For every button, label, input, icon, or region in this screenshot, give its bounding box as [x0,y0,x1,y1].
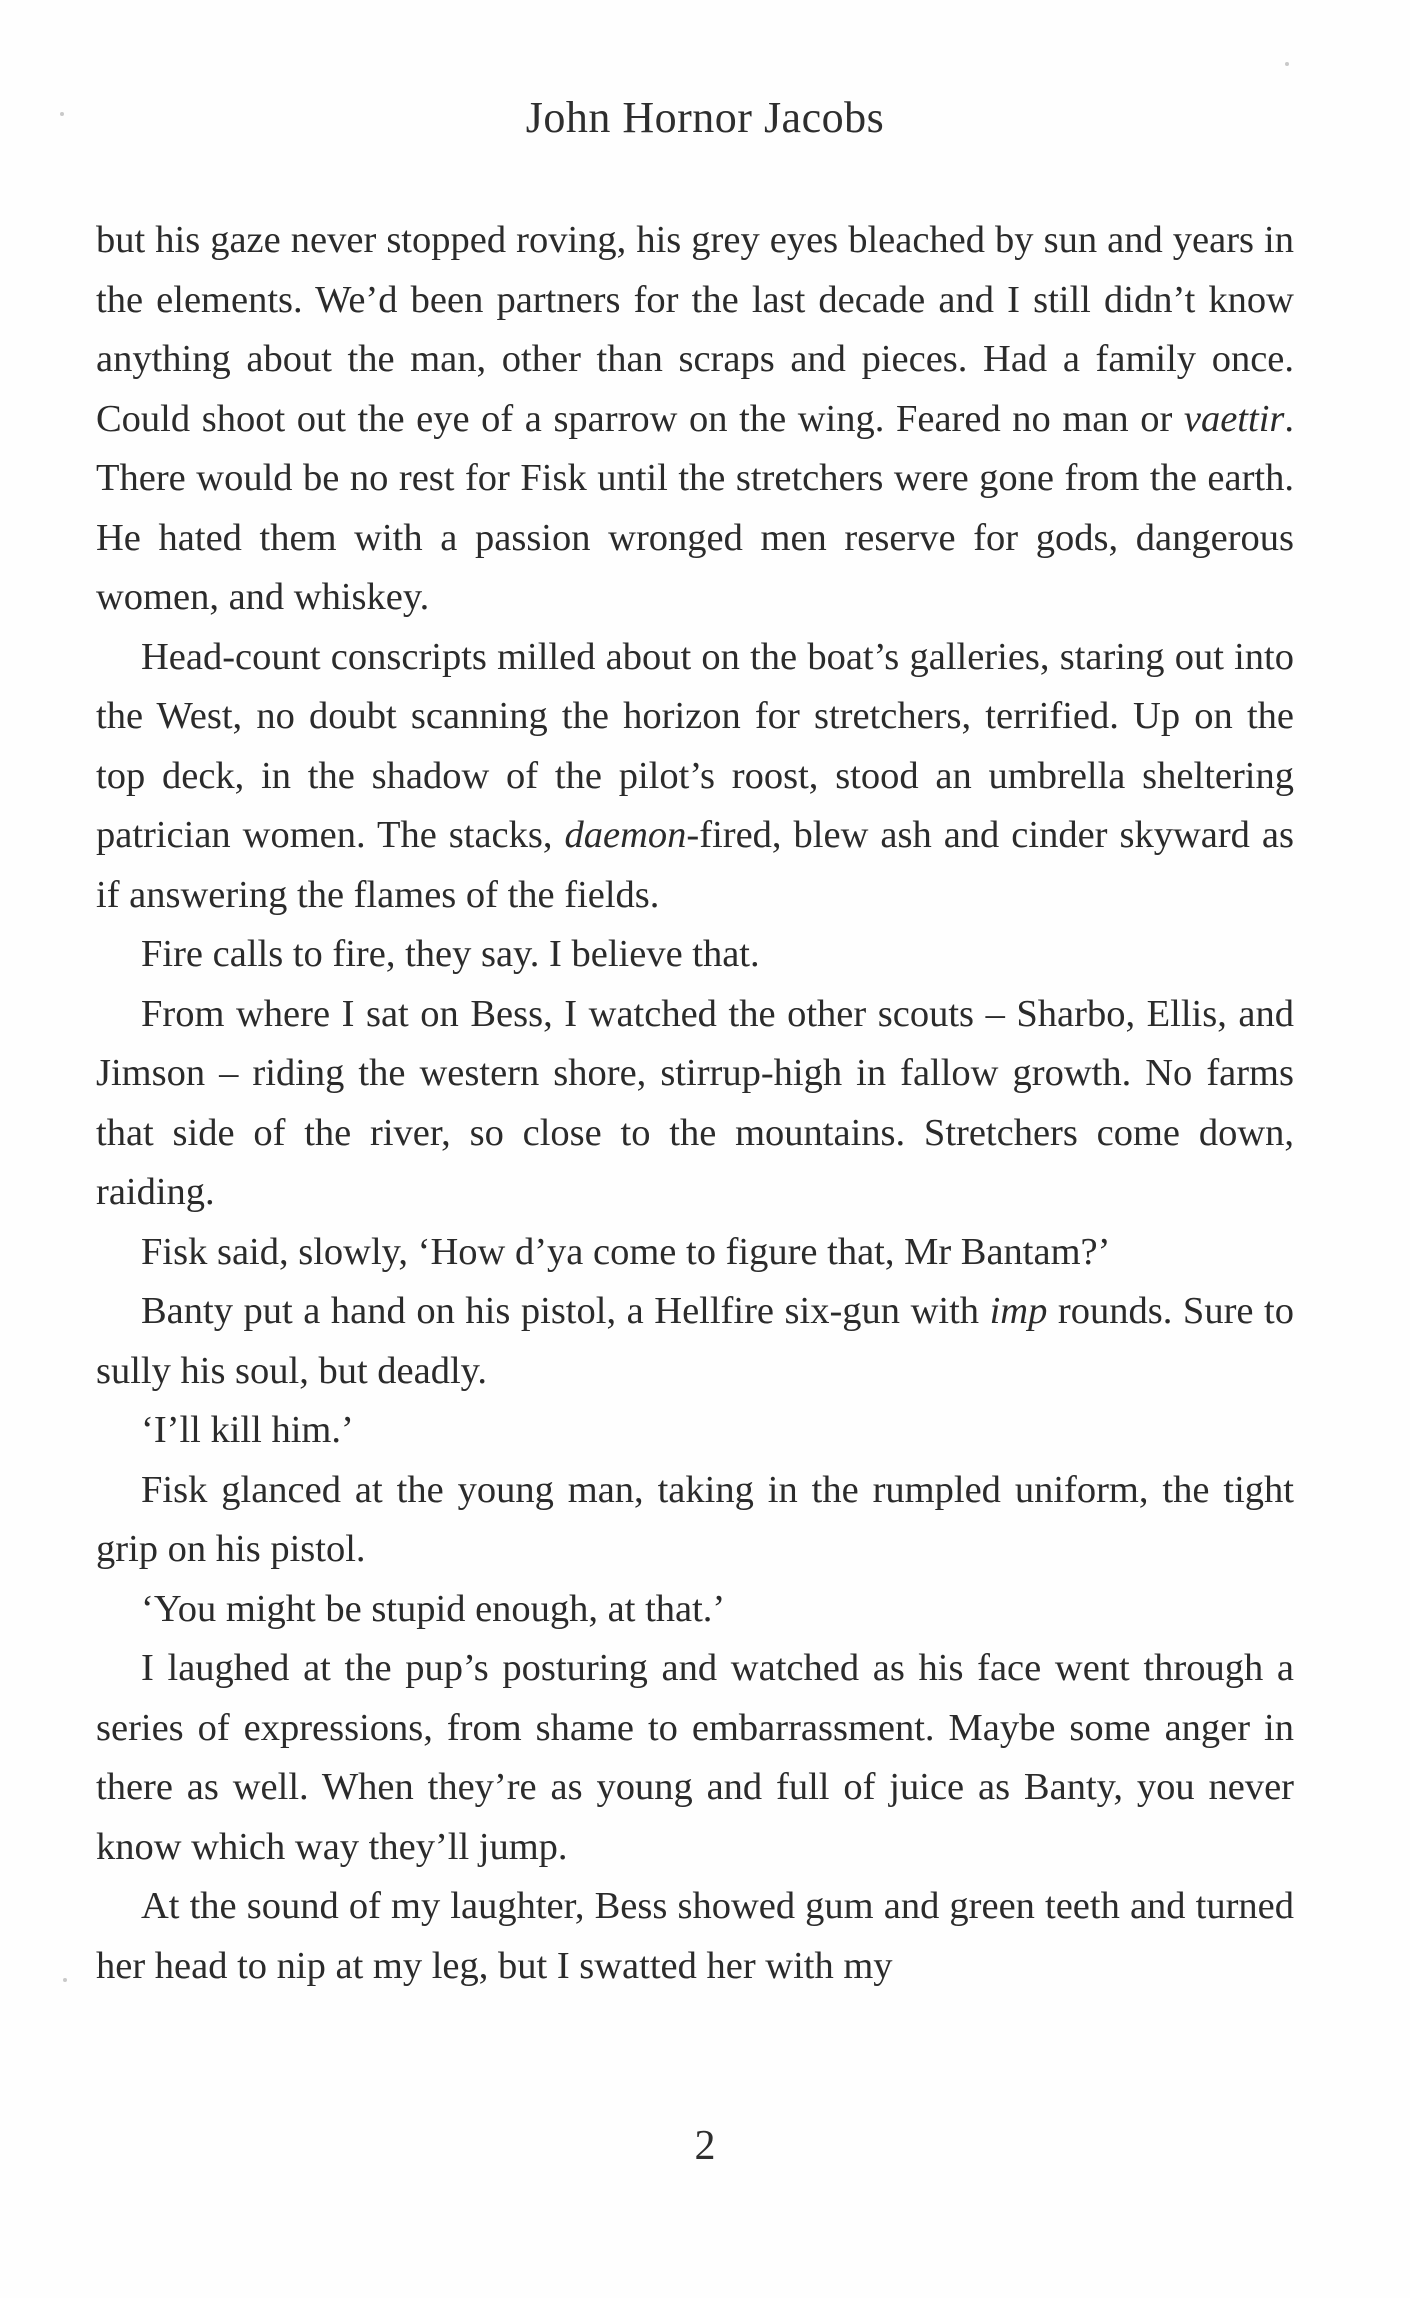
paragraph: ‘You might be stupid enough, at that.’ [141,1587,726,1630]
paper-speck [1285,62,1289,66]
running-head: John Hornor Jacobs [525,93,885,142]
paragraph: I laughed at the pup’s posturing and watched as his face went through a series of expressions, from shame to embarrassment. Maybe some anger in there as well. When they’re as young and full of juice as Banty, you never know which way they’ll jump. [96,1647,1294,1868]
text-run: rounds. Sure to sully his soul, but deadly. [96,1290,1294,1392]
paper-speck [60,112,64,116]
paragraph: From where I sat on Bess, I watched the other scouts – Sharbo, Ellis, and Jimson – riding the western shore, stirrup-high in fallow growth. No farms that side of the river, so close to the mountains. Stretchers come down, raiding. [96,992,1294,1213]
paper-speck [63,1978,67,1982]
paragraph [96,628,1294,926]
paragraph: Fisk glanced at the young man, taking in the rumpled uniform, the tight grip on his pistol. [96,1468,1294,1570]
text-run: Head-count conscripts milled about on the boat’s galleries, staring out into the West, no doubt scanning the horizon for stretchers, terrified. Up on the top deck, in the shadow of the pilot’s roost, stood an umbrella sheltering patrician women. The stacks, [96,635,1294,856]
text-run: . There would be no rest for Fisk until the stretchers were gone from the earth. He hated them with a passion wronged men reserve for gods, dangerous women, and whiskey. [96,397,1294,618]
body-text [96,211,1294,1996]
italic-word: vaettir [1183,397,1285,440]
paragraph [96,1282,1294,1401]
italic-word: imp [989,1290,1048,1332]
paragraph: At the sound of my laughter, Bess showed gum and green teeth and turned her head to nip at my leg, but I swatted her with my [96,1885,1294,1987]
paragraph: ‘I’ll kill him.’ [141,1409,354,1451]
paragraph: Fisk said, slowly, ‘How d’ya come to figure that, Mr Bantam?’ [141,1230,1111,1273]
paragraph [96,211,1294,628]
paragraph: Fire calls to fire, they say. I believe that. [141,933,760,975]
text-run: but his gaze never stopped roving, his grey eyes bleached by sun and years in the elements. We’d been partners for the last decade and I still didn’t know anything about the man, other than scraps and pieces. Had a family once. Could shoot out the eye of a sparrow on the wing. Feared no man or [96,219,1294,440]
text-run: -fired, blew ash and cinder skyward as if answering the flames of the fields. [96,814,1294,916]
text-run: Banty put a hand on his pistol, a Hellfire six-gun with [141,1290,990,1332]
italic-word: daemon [564,814,687,856]
page-number: 2 [694,2123,716,2169]
